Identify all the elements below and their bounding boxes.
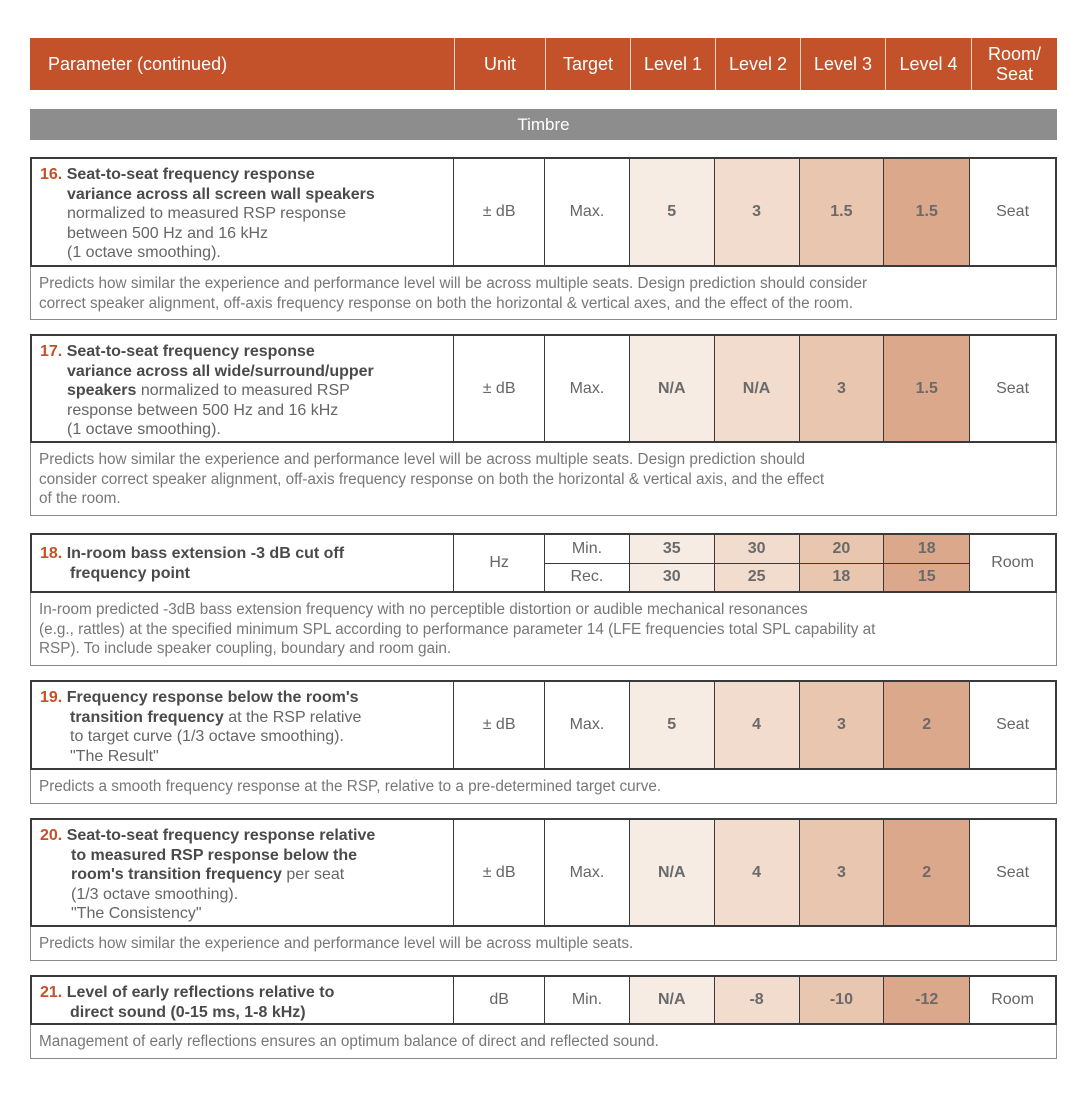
- level-4-cell: -12: [883, 977, 969, 1023]
- level-1-cell: 5: [629, 682, 714, 768]
- level-4-cell: 2: [883, 820, 969, 925]
- header-parameter: Parameter (continued): [48, 54, 228, 74]
- parameter-cell: [32, 336, 453, 441]
- target-cell: Max.: [544, 682, 629, 768]
- parameter-bold: Seat-to-seat frequency response: [66, 166, 315, 183]
- table-row: [30, 975, 1057, 1025]
- level-3-cell: 1.5: [799, 159, 884, 265]
- header-room-seat-line2: Seat: [995, 64, 1034, 84]
- level-3-cell: -10: [799, 977, 884, 1023]
- parameter-bold: transition frequency: [70, 708, 224, 726]
- level-2-cell: 3: [714, 159, 799, 265]
- target-min: Min.: [545, 535, 629, 564]
- level-2-cell: -8: [714, 977, 799, 1023]
- parameter-text: (1/3 octave smoothing).: [71, 885, 239, 903]
- target-cell: [544, 535, 629, 591]
- unit-cell: ± dB: [453, 336, 544, 441]
- row-number: 18.: [40, 545, 63, 562]
- description-line: of the room.: [39, 490, 121, 507]
- parameter-bold: room's transition frequency: [71, 866, 282, 883]
- parameter-text: (1 octave smoothing).: [67, 421, 221, 438]
- scope-cell: Seat: [969, 820, 1055, 925]
- parameter-bold: Frequency response below the room's: [66, 689, 359, 706]
- level-min-value: 20: [800, 535, 884, 564]
- parameter-text: to target curve (1/3 octave smoothing).: [70, 728, 344, 745]
- description-line: correct speaker alignment, off-axis frequency response on both the horizontal & vertical axes, and the effect of the room.: [39, 294, 854, 312]
- description-line: consider correct speaker alignment, off-axis frequency response on both the horizontal & vertical axis, and the effect: [39, 470, 825, 488]
- parameter-text: normalized to measured RSP response: [67, 205, 346, 222]
- unit-cell: dB: [453, 977, 544, 1023]
- level-2-cell: N/A: [714, 336, 799, 441]
- level-1-cell: N/A: [629, 977, 714, 1023]
- header-level-3: Level 3: [800, 38, 885, 90]
- parameter-cell: [32, 682, 453, 768]
- parameter-text: at the RSP relative: [223, 708, 362, 726]
- description-line: Management of early reflections ensures an optimum balance of direct and reflected sound.: [39, 1033, 659, 1050]
- level-rec-value: 18: [832, 568, 851, 586]
- header-unit: Unit: [454, 38, 545, 90]
- level-rec-value: 30: [662, 568, 681, 586]
- parameter-text: between 500 Hz and 16 kHz: [67, 224, 269, 242]
- parameter-bold: Seat-to-seat frequency response relative: [66, 827, 376, 844]
- table-header: [30, 38, 1057, 90]
- header-level-2: Level 2: [715, 38, 800, 90]
- parameter-cell: [32, 159, 453, 265]
- level-1-cell: N/A: [629, 336, 714, 441]
- header-level-1: Level 1: [630, 38, 715, 90]
- target-rec: Rec.: [570, 568, 604, 586]
- row-number: 16.: [40, 166, 63, 183]
- header-level-4: Level 4: [885, 38, 971, 90]
- table-row: [30, 818, 1057, 927]
- parameter-bold: frequency point: [70, 564, 191, 582]
- parameter-cell: [32, 977, 453, 1023]
- level-3-cell: 3: [799, 336, 884, 441]
- description-line: Predicts a smooth frequency response at the RSP, relative to a pre-determined target curve.: [39, 778, 662, 795]
- description-line: (e.g., rattles) at the specified minimum SPL according to performance parameter 14 (LFE frequencies total SPL capability at: [39, 620, 876, 638]
- table-row: [30, 680, 1057, 770]
- description-line: In-room predicted -3dB bass extension frequency with no perceptible distortion or audible mechanical resonances: [39, 601, 808, 618]
- level-4-cell: [883, 535, 969, 591]
- parameter-bold: to measured RSP response below the: [71, 846, 358, 864]
- unit-cell: ± dB: [453, 682, 544, 768]
- header-room-seat: [971, 38, 1057, 90]
- level-2-cell: 4: [714, 682, 799, 768]
- parameter-text: normalized to measured RSP: [136, 382, 350, 399]
- parameter-text: per seat: [281, 866, 345, 883]
- parameter-bold: Seat-to-seat frequency response: [66, 343, 315, 360]
- target-cell: Min.: [544, 977, 629, 1023]
- parameter-bold: speakers: [67, 382, 137, 399]
- row-number: 19.: [40, 689, 63, 706]
- scope-cell: Seat: [969, 682, 1055, 768]
- row-description: [30, 593, 1057, 666]
- level-min-value: 30: [715, 535, 799, 564]
- level-2-cell: 4: [714, 820, 799, 925]
- level-4-cell: 1.5: [883, 159, 969, 265]
- level-2-cell: [714, 535, 799, 591]
- level-rec-value: 25: [747, 568, 766, 586]
- level-1-cell: [629, 535, 714, 591]
- parameter-bold: In-room bass extension -3 dB cut off: [66, 545, 345, 562]
- level-4-cell: 1.5: [883, 336, 969, 441]
- unit-cell: ± dB: [453, 159, 544, 265]
- parameter-text: "The Result": [70, 747, 159, 765]
- level-min-value: 18: [884, 535, 969, 564]
- level-rec-value: 15: [917, 568, 936, 586]
- level-1-cell: 5: [629, 159, 714, 265]
- row-description: [30, 770, 1057, 804]
- table-row: [30, 533, 1057, 593]
- scope-cell: Seat: [969, 159, 1055, 265]
- row-description: [30, 1025, 1057, 1059]
- row-description: [30, 443, 1057, 516]
- level-min-value: 35: [630, 535, 714, 564]
- parameter-cell: [32, 820, 453, 925]
- level-3-cell: [799, 535, 884, 591]
- description-line: RSP). To include speaker coupling, boundary and room gain.: [39, 640, 452, 657]
- scope-cell: Seat: [969, 336, 1055, 441]
- parameter-bold: direct sound (0-15 ms, 1-8 kHz): [70, 1003, 306, 1021]
- description-line: Predicts how similar the experience and performance level will be across multiple seats.: [39, 935, 634, 952]
- parameter-cell: [32, 535, 453, 591]
- section-title: Timbre: [30, 109, 1057, 140]
- level-3-cell: 3: [799, 682, 884, 768]
- target-cell: Max.: [544, 336, 629, 441]
- parameter-bold: Level of early reflections relative to: [66, 984, 335, 1001]
- scope-cell: Room: [969, 977, 1055, 1023]
- row-number: 20.: [40, 827, 63, 844]
- row-description: [30, 267, 1057, 320]
- target-cell: Max.: [544, 820, 629, 925]
- parameter-text: (1 octave smoothing).: [67, 244, 221, 261]
- description-line: Predicts how similar the experience and performance level will be across multiple seats. Design prediction should: [39, 451, 806, 468]
- unit-cell: ± dB: [453, 820, 544, 925]
- parameter-text: "The Consistency": [71, 905, 202, 922]
- unit-cell: Hz: [453, 535, 544, 591]
- row-number: 17.: [40, 343, 63, 360]
- header-room-seat-line1: Room/: [987, 44, 1041, 64]
- parameter-bold: variance across all wide/surround/upper: [67, 362, 374, 380]
- description-line: Predicts how similar the experience and performance level will be across multiple seats. Design prediction should consider: [39, 275, 868, 292]
- table-row: [30, 334, 1057, 443]
- parameter-bold: variance across all screen wall speakers: [67, 185, 375, 203]
- table-row: [30, 157, 1057, 267]
- header-target: Target: [545, 38, 630, 90]
- level-3-cell: 3: [799, 820, 884, 925]
- level-4-cell: 2: [883, 682, 969, 768]
- level-1-cell: N/A: [629, 820, 714, 925]
- row-number: 21.: [40, 984, 63, 1001]
- row-description: [30, 927, 1057, 961]
- target-cell: Max.: [544, 159, 629, 265]
- parameter-text: response between 500 Hz and 16 kHz: [67, 401, 339, 419]
- scope-cell: Room: [969, 535, 1055, 591]
